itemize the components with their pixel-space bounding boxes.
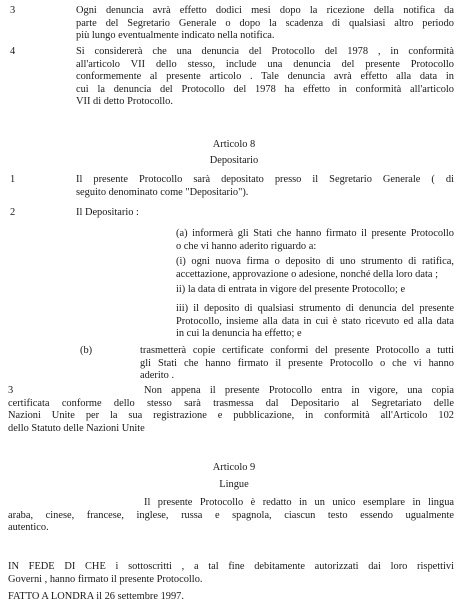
paragraph-4: [76, 46, 454, 109]
paragraph-number: 4: [10, 46, 16, 57]
item-i: [176, 256, 454, 281]
text-line: dello Statuto delle Nazioni Unite: [8, 422, 145, 434]
text-line: araba, cinese, francese, inglese, russa e spagnola, ciascun testo essendo ugualmente: [8, 509, 454, 521]
paragraph-3: [76, 5, 454, 43]
text-line: trasmetterà copie certificate conformi del presente Protocollo a tutti: [140, 345, 454, 356]
text-line: Protocollo, insieme alla data in cui è stato ricevuto ed alla data: [176, 315, 454, 327]
paragraph-number: 3: [8, 385, 14, 396]
text-line: Ogni denuncia avrà effetto dodici mesi dopo la ricezione della notifica da: [76, 5, 454, 16]
text-line: cui la denuncia del Protocollo del 1978 ha effetto in conformità all'articolo: [76, 83, 454, 95]
article-9-paragraph: [8, 497, 454, 535]
article-8-paragraph-3: [8, 385, 454, 435]
item-a: [176, 228, 454, 253]
closing-paragraph: [8, 561, 454, 586]
text-line: parte del Segretario Generale o dopo la scadenza di qualsiasi altro periodo: [76, 17, 454, 29]
text-line: all'articolo VII dello stesso, include una denuncia del presente Protocollo: [76, 58, 454, 70]
text-line: VII di detto Protocollo.: [76, 96, 173, 108]
text-line: Si considererà che una denuncia del Protocollo del 1978 , in conformità: [76, 46, 454, 57]
article-8-title: Depositario: [209, 155, 259, 166]
done-at-line: FATTO A LONDRA il 26 settembre 1997.: [8, 591, 184, 602]
item-iii: [176, 303, 454, 341]
text-line: conformemente al presente articolo . Tale denuncia avrà effetto alla data in: [76, 71, 454, 83]
item-b: [140, 345, 454, 383]
text-line: Nazioni Unite per la sua registrazione e pubblicazione, in conformità all'Articolo 102: [8, 410, 454, 422]
text-line: accettazione, approvazione o adesione, nonché della loro data ;: [176, 268, 438, 280]
depositario-intro: Il Depositario :: [76, 207, 139, 218]
text-line: gli Stati che hanno firmato il presente Protocollo o che vi hanno: [140, 357, 454, 369]
item-b-label: (b): [80, 345, 93, 356]
article-8-heading: Articolo 8: [212, 139, 256, 150]
item-ii: ii) la data di entrata in vigore del presente Protocollo; e: [176, 284, 406, 295]
article-8-paragraph-1: [76, 174, 454, 199]
text-line: o che vi hanno aderito riguardo a:: [176, 240, 317, 252]
paragraph-number: 3: [10, 5, 16, 16]
text-line: in cui la denuncia ha effetto; e: [176, 328, 302, 340]
article-9-title: Lingue: [219, 479, 249, 490]
text-line: (a) informerà gli Stati che hanno firmato il presente Protocollo: [176, 228, 454, 239]
text-line: seguito denominato come "Depositario").: [76, 186, 249, 198]
text-line: iii) il deposito di qualsiasi strumento di denuncia del presente: [176, 303, 454, 314]
paragraph-number: 2: [10, 207, 16, 218]
text-line: Il presente Protocollo sarà depositato presso il Segretario Generale ( di: [76, 174, 454, 185]
text-line: aderito .: [140, 370, 175, 382]
text-line: Il presente Protocollo è redatto in un unico esemplare in lingua: [144, 497, 454, 508]
paragraph-number: 1: [10, 174, 16, 185]
text-line: Non appena il presente Protocollo entra in vigore, una copia: [144, 385, 454, 396]
text-line: IN FEDE DI CHE i sottoscritti , a tal fine debitamente autorizzati dai loro rispettivi: [8, 561, 454, 572]
text-line: (i) ogni nuova firma o deposito di uno strumento di ratifica,: [176, 256, 454, 267]
text-line: certificata conforme dello stesso sarà trasmessa dal Depositario al Segretariato delle: [8, 397, 454, 409]
article-9-heading: Articolo 9: [212, 462, 256, 473]
text-line: più lungo eventualmente indicato nella notifica.: [76, 30, 275, 42]
text-line: autentico.: [8, 522, 49, 534]
text-line: Governi , hanno firmato il presente Protocollo.: [8, 573, 203, 585]
